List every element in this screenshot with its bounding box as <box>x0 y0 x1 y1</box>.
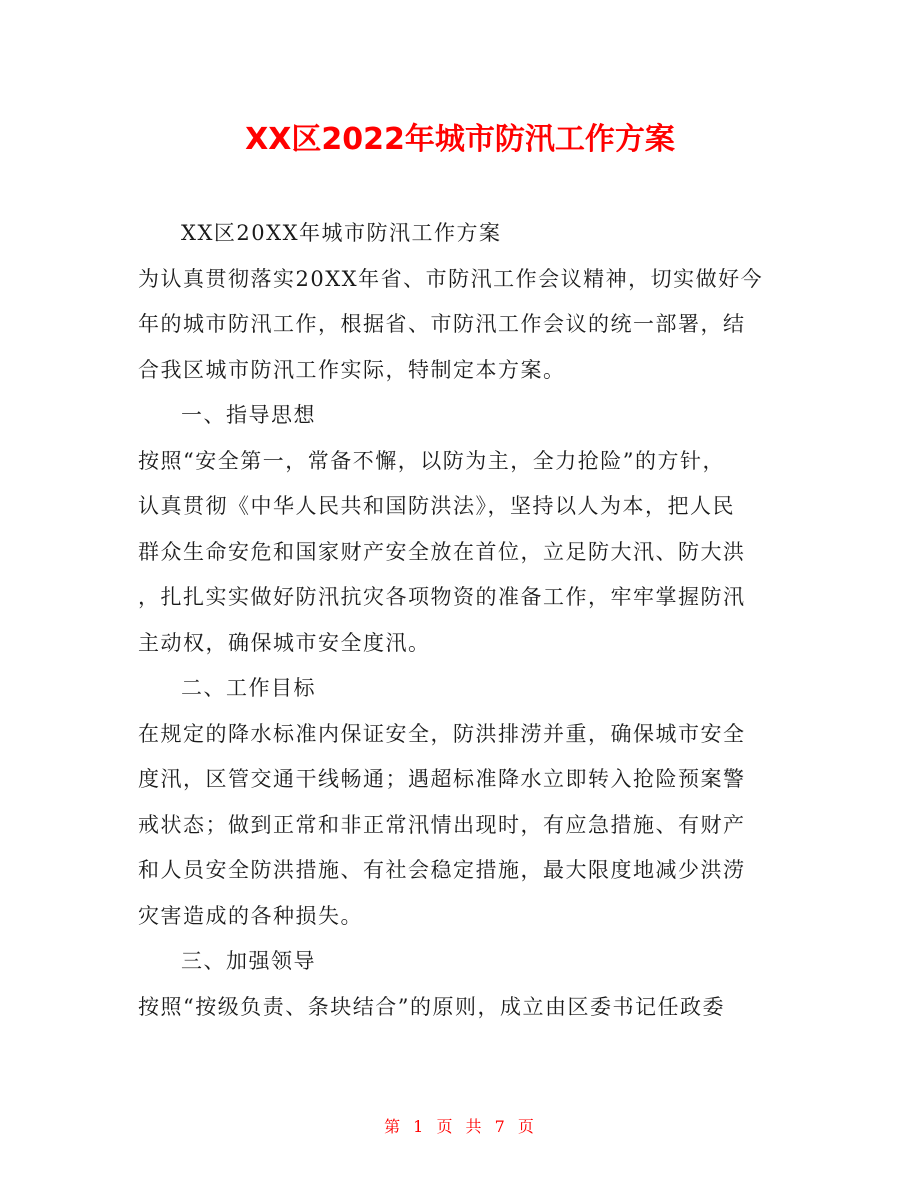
paragraph-line: 按照“安全第一，常备不懈，以防为主，全力抢险”的方针， <box>138 448 725 473</box>
paragraph-line: 在规定的降水标准内保证安全，防洪排涝并重，确保城市安全 <box>138 721 746 746</box>
paragraph-line: 和人员安全防洪措施、有社会稳定措施，最大限度地减少洪涝 <box>138 858 746 882</box>
paragraph-line: 戒状态；做到正常和非正常汛情出现时，有应急措施、有财产 <box>138 812 746 837</box>
page-number-footer: 第 1 页 共 7 页 <box>384 1117 536 1136</box>
paragraph-line: 群众生命安危和国家财产安全放在首位，立足防大汛、防大洪 <box>138 539 746 564</box>
document-title: XX区2022年城市防汛工作方案 <box>245 122 675 157</box>
paragraph-line: 为认真贯彻落实20XX年省、市防汛工作会议精神，切实做好今 <box>138 266 764 291</box>
subtitle-line: XX区20XX年城市防汛工作方案 <box>181 221 502 245</box>
section-heading-guiding-ideology: 一、指导思想 <box>181 403 316 427</box>
paragraph-line: 年的城市防汛工作，根据省、市防汛工作会议的统一部署，结 <box>138 312 746 336</box>
paragraph-line: 灾害造成的各种损失。 <box>138 903 363 928</box>
document-body <box>138 211 788 1030</box>
paragraph-line: 按照“按级负责、条块结合”的原则，成立由区委书记任政委 <box>138 994 725 1019</box>
paragraph-line: 主动权，确保城市安全度汛。 <box>138 630 431 655</box>
paragraph-line: 度汛，区管交通干线畅通；遇超标准降水立即转入抢险预案警 <box>138 767 746 791</box>
paragraph-line: 合我区城市防汛工作实际，特制定本方案。 <box>138 357 566 382</box>
section-heading-leadership: 三、加强领导 <box>181 949 316 973</box>
paragraph-line: ，扎扎实实做好防汛抗灾各项物资的准备工作，牢牢掌握防汛 <box>138 585 746 609</box>
paragraph-line: 认真贯彻《中华人民共和国防洪法》，坚持以人为本，把人民 <box>138 494 735 518</box>
section-heading-work-goals: 二、工作目标 <box>181 676 316 700</box>
